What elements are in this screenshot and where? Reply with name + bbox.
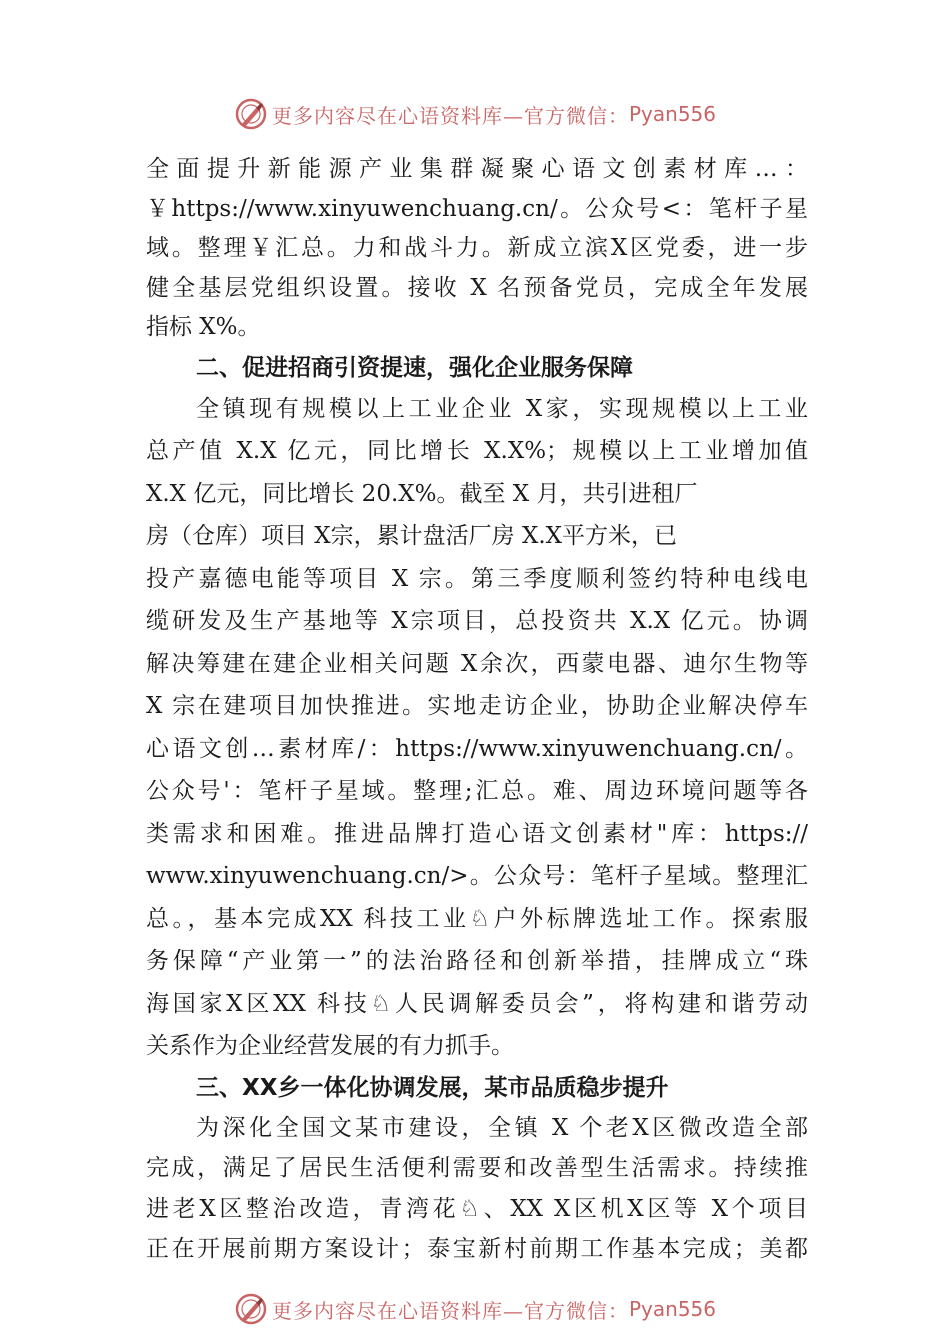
- text-line: 公众号'：笔杆子星域。整理;汇总。难、周边环境问题等各: [146, 778, 808, 804]
- text-line: 务保障“产业第一”的法治路径和创新举措，挂牌成立“珠: [146, 948, 808, 974]
- text-line: 正在开展前期方案设计；泰宝新村前期工作基本完成；美都: [146, 1236, 808, 1262]
- paragraph-1: [146, 150, 808, 348]
- text-line: 健全基层党组织设置。接收 X 名预备党员，完成全年发展: [146, 274, 808, 301]
- text-line: 解决筹建在建企业相关问题 X余次，西蒙电器、迪尔生物等: [146, 650, 808, 677]
- section-heading-3: 三、XX乡一体化协调发展，某市品质稳步提升: [196, 1074, 669, 1101]
- paragraph-3: [146, 1108, 808, 1270]
- text-line: www.xinyuwenchuang.cn/>。公众号：笔杆子星域。整理汇: [146, 863, 808, 889]
- text-line: 全面提升新能源产业集群凝聚心语文创素材库…：: [146, 156, 808, 182]
- watermark-wechat-id: Pyan556: [628, 1297, 716, 1321]
- text-line: ￥https://www.xinyuwenchuang.cn/。公众号<：笔杆子星: [146, 195, 808, 222]
- section-heading-2: 二、促进招商引资提速，强化企业服务保障: [196, 354, 633, 381]
- watermark-text: 更多内容尽在心语资料库—官方微信：: [271, 1298, 629, 1323]
- document-body: [146, 150, 808, 1270]
- text-line: 房（仓库）项目 X宗，累计盘活厂房 X.X平方米，已: [146, 523, 678, 549]
- text-line: 缆研发及生产基地等 X宗项目，总投资共 X.X 亿元。协调: [146, 608, 808, 634]
- text-line: 指标 X%。: [146, 314, 261, 340]
- seal-logo-icon: [234, 1292, 268, 1326]
- text-line: X 宗在建项目加快推进。实地走访企业，协助企业解决停车: [146, 693, 808, 719]
- text-line: 心语文创…素材库/：https://www.xinyuwenchuang.cn/。: [146, 735, 808, 762]
- text-line: 进老X区整治改造，青湾花♘、XX X区机X区等 X个项目: [146, 1195, 808, 1222]
- watermark-wechat-id: Pyan556: [628, 102, 716, 126]
- text-line: 关系作为企业经营发展的有力抓手。: [146, 1033, 514, 1059]
- text-line: 类需求和困难。推进品牌打造心语文创素材"库：https://: [146, 820, 808, 847]
- watermark-banner-top: [0, 92, 950, 136]
- paragraph-2: [146, 388, 808, 1068]
- text-line: 完成，满足了居民生活便利需要和改善型生活需求。持续推: [146, 1155, 808, 1181]
- watermark-text: 更多内容尽在心语资料库—官方微信：: [271, 103, 629, 128]
- text-line: 总。，基本完成XX 科技工业♘户外标牌选址工作。探索服: [146, 905, 808, 932]
- text-line: 投产嘉德电能等项目 X 宗。第三季度顺利签约特种电线电: [146, 565, 808, 592]
- text-line: 海国家X区XX 科技♘人民调解委员会”，将构建和谐劳动: [146, 990, 808, 1017]
- text-line: X.X 亿元，同比增长 20.X%。截至 X 月，共引进租厂: [146, 480, 698, 507]
- text-line: 总产值 X.X 亿元，同比增长 X.X%；规模以上工业增加值: [146, 438, 808, 464]
- watermark-banner-bottom: [0, 1287, 950, 1331]
- watermark-inner: [234, 1292, 716, 1326]
- text-line: 为深化全国文某市建设，全镇 X 个老X区微改造全部: [196, 1114, 808, 1141]
- text-line: 全镇现有规模以上工业企业 X家，实现规模以上工业: [196, 395, 808, 422]
- watermark-inner: [234, 97, 716, 131]
- seal-logo-icon: [234, 97, 268, 131]
- text-line: 域。整理￥汇总。力和战斗力。新成立滨X区党委，进一步: [146, 235, 808, 261]
